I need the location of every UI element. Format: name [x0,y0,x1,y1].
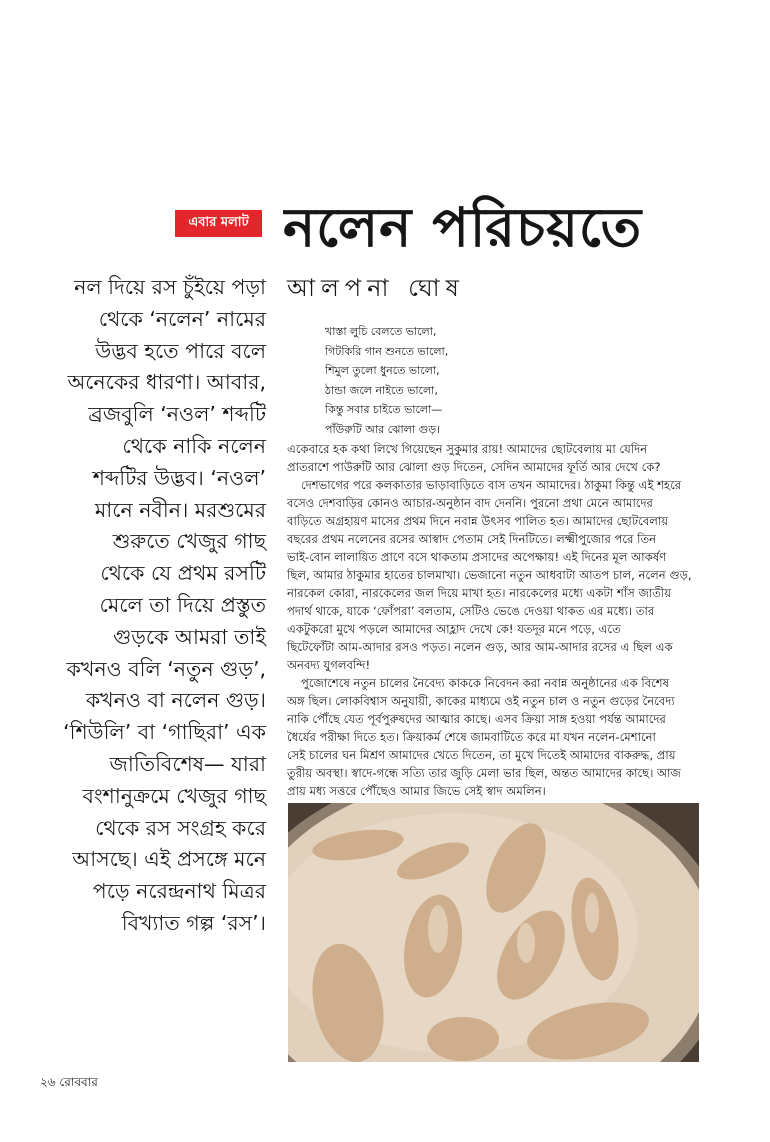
intro-line: বংশানুক্রমে খেজুর গাছ [82,783,266,808]
body-line: ভাই-বোন লালায়িত প্রাণে বসে থাকতাম প্রসাদের অপেক্ষায়! এই দিনের মূল আকর্ষণ [287,550,667,564]
intro-line: পড়ে নরেন্দ্রনাথ মিত্রর [92,879,266,904]
body-line: ছিটেফোঁটা আম-আদার রসও পড়ত। নলেন গুড়, আর আম-আদার রসের এ ছিল এক [287,640,673,654]
intro-line: গুড়কে আমরা তাই [113,624,266,649]
body-line: প্রাতরাশে পাউরুটি আর ঝোলা গুড় দিতেন, সেদিন আমাদের ফূর্তি আর দেখে কে? [287,460,661,474]
intro-line: শব্দটির উদ্ভব। ‘নওল’ [92,465,266,490]
intro-line: ব্রজবুলি ‘নওল’ শব্দটি [88,402,266,427]
body-line: একেবারে হক কথা লিখে গিয়েছেন সুকুমার রায়! আমাদের ছোটবেলায় মা যেদিন [287,442,648,456]
body-line: বসেও দেশবাড়ির কোনও আচার-অনুষ্ঠান বাদ দেননি। পুরনো প্রথা মেনে আমাদের [287,496,653,510]
intro-line: শুরুতে খেজুর গাছ [112,529,266,554]
body-line: অঙ্গ ছিল। লোকবিশ্বাস অনুযায়ী, কাকের মাধ্যমে ওই নতুন চাল ও নতুন গুড়ের নৈবেদ্য [287,694,675,708]
body-line: নাকি পৌঁছে যেত পূর্বপুরুষদের আত্মার কাছে। এসব ক্রিয়া সাঙ্গ হওয়া পর্যন্ত আমাদের [287,712,666,726]
intro-line: থেকে যে প্রথম রসটি [100,561,266,586]
intro-line: থেকে নাকি নলেন [122,433,266,458]
body-line: অনবদ্য যুগলবন্দি! [287,658,371,672]
intro-line: থেকে ‘নলেন’ নামের [98,306,266,331]
poem-line: খাস্তা লুচি বেলতে ভালো, [325,325,437,338]
body-line: পুজোশেষে নতুন চালের নৈবেদ্য কাককে নিবেদন করা নবান্ন অনুষ্ঠানের এক বিশেষ [301,676,670,690]
intro-line: অনেকের ধারণা। আবার, [67,370,266,395]
poem-line: পাঁউরুটি আর ঝোলা গুড়। [325,422,441,436]
body-line: নারকেল কোরা, নারকেলের জল দিয়ে মাখা হত। নারকেলের মধ্যে একটা শাঁস জাতীয় [287,586,672,600]
intro-line: মানে নবীন। মরশুমের [94,497,266,522]
body-line: বাড়িতে অগ্রহায়ণ মাসের প্রথম দিনে নবান্ন উৎসব পালিত হত। আমাদের ছোটবেলায় [287,514,669,528]
intro-column [40,272,266,940]
poem-line: শিমুল তুলো ধুনতে ভালো, [325,364,440,377]
intro-line: উদ্ভব হতে পারে বলে [95,338,266,363]
poem-line: গিটকিরি গান শুনতে ভালো, [325,344,449,358]
body-line: প্রায় মধ্য সত্তরে পৌঁছেও আমার জিভে সেই স্বাদ অমলিন। [287,784,546,798]
author-byline: আলপনা ঘোষ [287,274,465,302]
intro-line: কখনও বা নলেন গুড়। [85,688,266,713]
body-line: সেই চালের ঘন মিশ্রণ আমাদের খেতে দিতেন, তা মুখে দিতেই আমাদের বাকরুদ্ধ, প্রায় [287,748,676,762]
intro-line: মেলে তা দিয়ে প্রস্তুত [99,592,266,617]
body-line: একটুকরো মুখে পড়লে আমাদের আহ্লাদ দেখে কে! যতদূর মনে পড়ে, এতে [287,622,621,636]
intro-line: ‘শিউলি’ বা ‘গাছিরা’ এক [63,720,266,745]
paragraph [287,674,713,800]
dessert-photo [288,803,699,1062]
body-line: ছিল, আমার ঠাকুমার হাতের চালমাখা। ভেজানো নতুন আধবাটা আতপ চাল, নলেন গুড়, [287,568,692,582]
page-footer: ২৬ রোববার [40,1075,98,1089]
intro-line: কখনও বলি ‘নতুন গুড়’, [66,656,266,681]
paragraph [287,440,713,476]
intro-line: আসছে। এই প্রসঙ্গে মনে [72,847,266,872]
article-body [287,440,713,800]
intro-line: জাতিবিশেষ— যারা [109,751,266,776]
poem-quote [325,322,448,439]
poem-line: কিন্তু সবার চাইতে ভালো— [325,403,443,416]
body-line: বছরের প্রথম নলেনের রসের আস্বাদ পেতাম সেই দিনটিতে। লক্ষ্মীপুজোর পরে তিন [287,532,657,546]
paragraph [287,476,713,674]
intro-line: থেকে রস সংগ্রহ করে [95,815,266,840]
dessert-illustration [288,803,699,1062]
article-title: নলেন পরিচয়তে [283,196,643,259]
body-line: তুরীয় অবস্থা। স্বাদে-গন্ধে সত্যি তার জুড়ি মেলা ভার ছিল, অন্তত আমাদের কাছে। আজ [287,766,681,780]
body-line: দেশভাগের পরে কলকাতার ভাড়াবাড়িতে বাস তখন আমাদের। ঠাকুমা কিন্তু এই শহরে [301,478,682,492]
intro-line: বিখ্যাত গল্প ‘রস’। [121,910,266,935]
intro-line: নল দিয়ে রস চুঁইয়ে পড়া [74,275,266,299]
body-line: ধৈর্যের পরীক্ষা দিতে হত। ক্রিয়াকর্ম শেষে জামবাটিতে করে মা যখন নলেন-মেশানো [287,730,656,744]
poem-line: ঠান্ডা জলে নাইতে ভালো, [325,383,438,397]
section-tag: এবার মলাট [175,210,262,237]
body-line: পদার্থ থাকে, যাকে ‘ফোঁপরা’ বলতাম, সেটিও ভেঙে দেওয়া থাকত এর মধ্যে। তার [287,604,655,618]
